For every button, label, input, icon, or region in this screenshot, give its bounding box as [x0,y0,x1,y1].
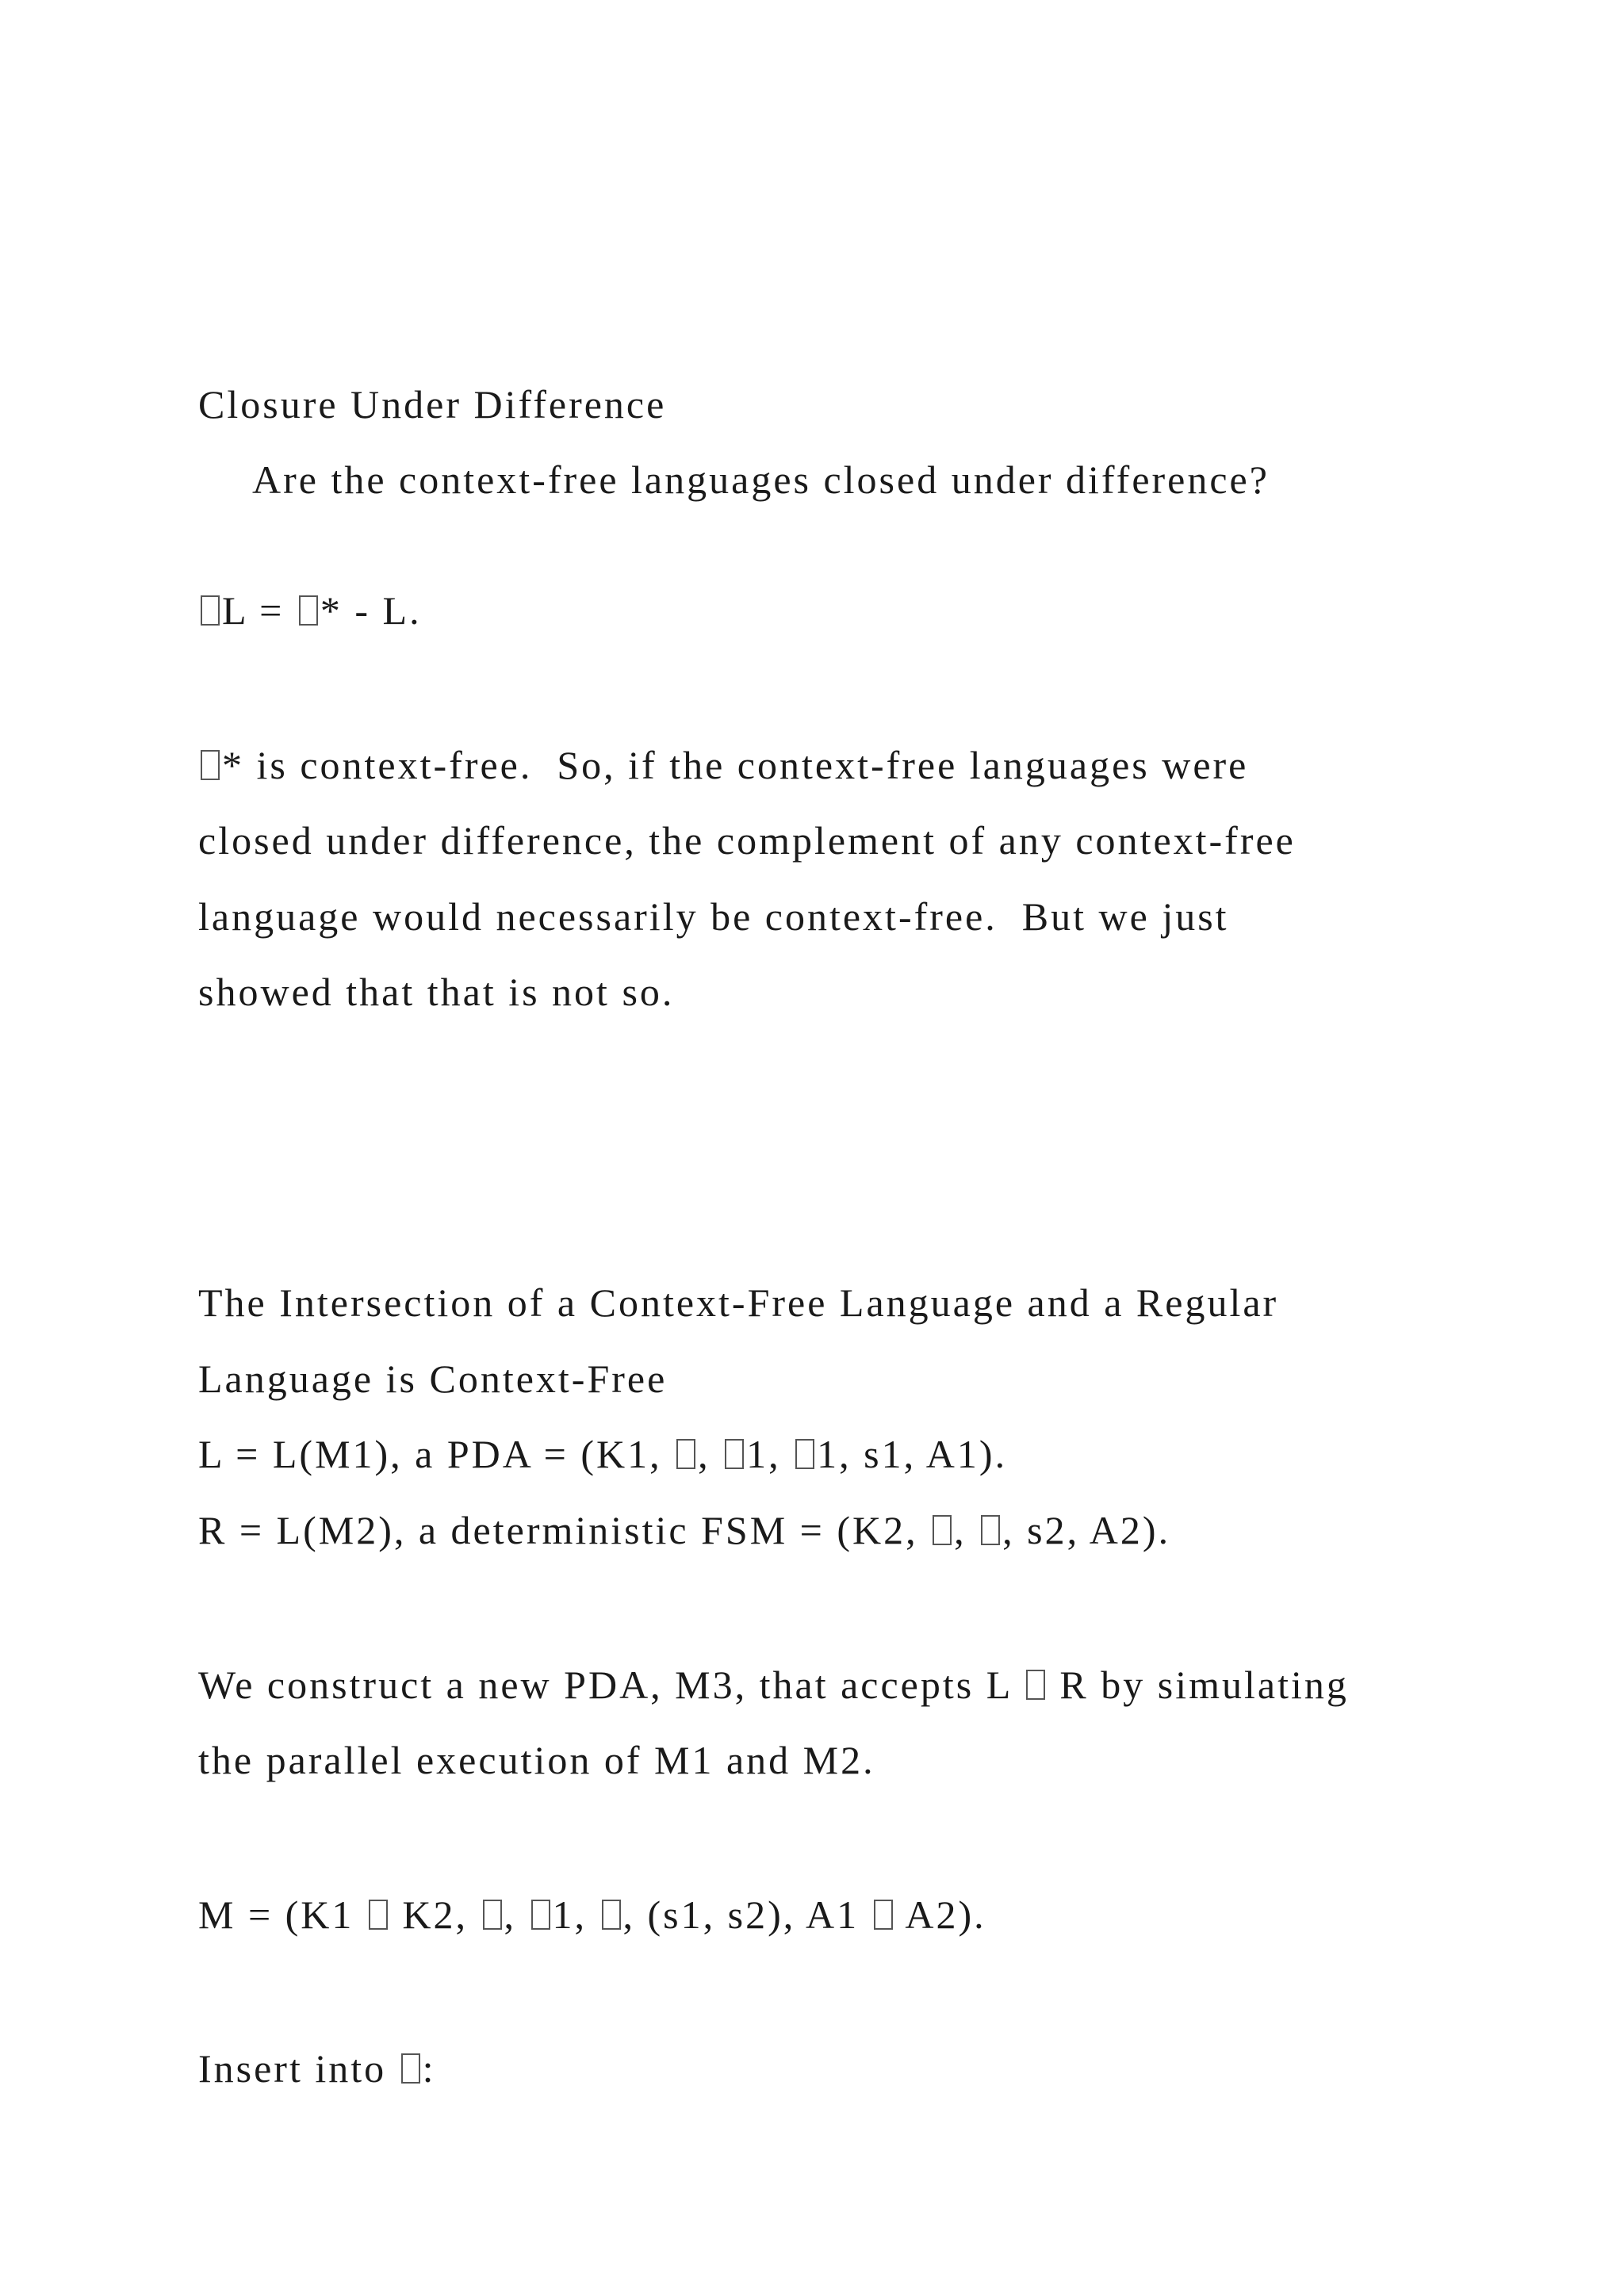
missing-glyph-box [874,1900,893,1930]
paragraph-line: language would necessarily be context-free. But we just [198,894,1229,939]
missing-glyph-box [602,1900,621,1930]
insert-text: Insert into : [198,2046,436,2091]
missing-glyph-box [1026,1670,1045,1700]
missing-glyph-box [933,1515,952,1545]
missing-glyph-box [725,1439,744,1469]
section-title-intersection-line1: The Intersection of a Context-Free Language and a Regular [198,1280,1279,1325]
machine-definition: M = (K1 K2, , 1, , (s1, s2), A1 A2). [198,1892,986,1937]
missing-glyph-box [981,1515,1000,1545]
pda-definition: L = L(M1), a PDA = (K1, , 1, 1, s1, A1). [198,1432,1008,1476]
paragraph-line: closed under difference, the complement of any context-free [198,818,1296,863]
paragraph-line: showed that that is not so. [198,970,675,1014]
missing-glyph-box [201,595,220,626]
paragraph-line: * is context-free. So, if the context-free languages were [198,745,1248,785]
missing-glyph-box [795,1439,814,1469]
missing-glyph-box [201,750,220,780]
missing-glyph-box [369,1900,388,1930]
missing-glyph-box [531,1900,550,1930]
section-title-intersection-line2: Language is Context-Free [198,1357,668,1401]
construction-line: the parallel execution of M1 and M2. [198,1738,875,1782]
missing-glyph-box [676,1439,695,1469]
construction-line: We construct a new PDA, M3, that accepts L R by simulating [198,1663,1349,1707]
question-text: Are the context-free languages closed under difference? [252,457,1270,502]
missing-glyph-box [401,2053,420,2084]
missing-glyph-box [299,595,318,626]
fsm-definition: R = L(M2), a deterministic FSM = (K2, , , s2, A2). [198,1508,1171,1552]
complement-formula: L = * - L. [198,591,422,630]
section-title-closure: Closure Under Difference [198,382,667,427]
missing-glyph-box [483,1900,502,1930]
